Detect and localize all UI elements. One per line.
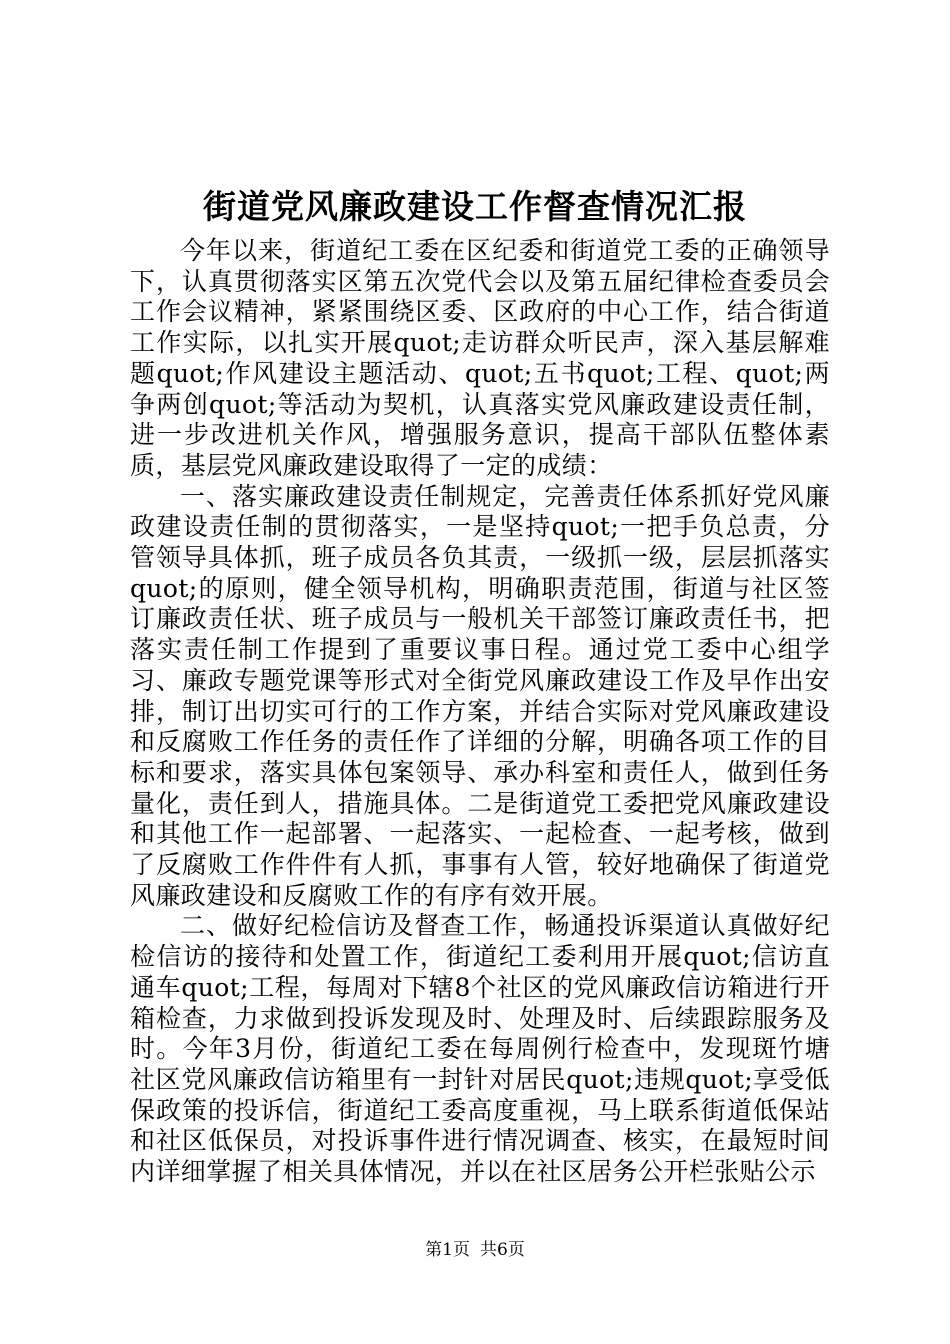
paragraph-section-1: 一、落实廉政建设责任制规定，完善责任体系抓好党风廉政建设责任制的贯彻落实，一是坚持quot;一把手负总责，分管领导具体抓，班子成员各负其责，一级抓一级，层层抓落实quot;的原则，健全领导机构，明确职责范围，街道与社区签订廉政责任状、班子成员与一般机关干部签订廉政责任书，把落实责任制工作提到了重要议事日程。通过党工委中心组学习、廉政专题党课等形式对全街党风廉政建设工作及早作出安排，制订出切实可行的工作方案，并结合实际对党风廉政建设和反腐败工作任务的责任作了详细的分解，明确各项工作的目标和要求，落实具体包案领导、承办科室和责任人，做到任务量化，责任到人，措施具体。二是街道党工委把党风廉政建设和其他工作一起部署、一起落实、一起检查、一起考核，做到了反腐败工作件件有人抓，事事有人管，较好地确保了街道党风廉政建设和反腐败工作的有序有效开展。 [130, 481, 830, 910]
document-title: 街道党风廉政建设工作督查情况汇报 [203, 187, 747, 226]
page-footer [0, 1238, 950, 1262]
document-body [130, 236, 830, 1188]
paragraph-section-2: 二、做好纪检信访及督查工作，畅通投诉渠道认真做好纪检信访的接待和处置工作，街道纪工委利用开展quot;信访直通车quot;工程，每周对下辖8个社区的党风廉政信访箱进行开箱检查，力求做到投诉发现及时、处理及时、后续跟踪服务及时。今年3月份，街道纪工委在每周例行检查中，发现斑竹塘社区党风廉政信访箱里有一封针对居民quot;违规quot;享受低保政策的投诉信，街道纪工委高度重视，马上联系街道低保站和社区低保员，对投诉事件进行情况调查、核实，在最短时间内详细掌握了相关具体情况，并以在社区居务公开栏张贴公示 [130, 911, 830, 1187]
paragraph-intro: 今年以来，街道纪工委在区纪委和街道党工委的正确领导下，认真贯彻落实区第五次党代会以及第五届纪律检查委员会工作会议精神，紧紧围绕区委、区政府的中心工作，结合街道工作实际，以扎实开展quot;走访群众听民声，深入基层解难题quot;作风建设主题活动、quot;五书quot;工程、quot;两争两创quot;等活动为契机，认真落实党风廉政建设责任制，进一步改进机关作风，增强服务意识，提高干部队伍整体素质，基层党风廉政建设取得了一定的成绩： [130, 236, 830, 480]
page-total: 共6页 [480, 1240, 525, 1260]
page-number: 第1页 [425, 1240, 470, 1260]
